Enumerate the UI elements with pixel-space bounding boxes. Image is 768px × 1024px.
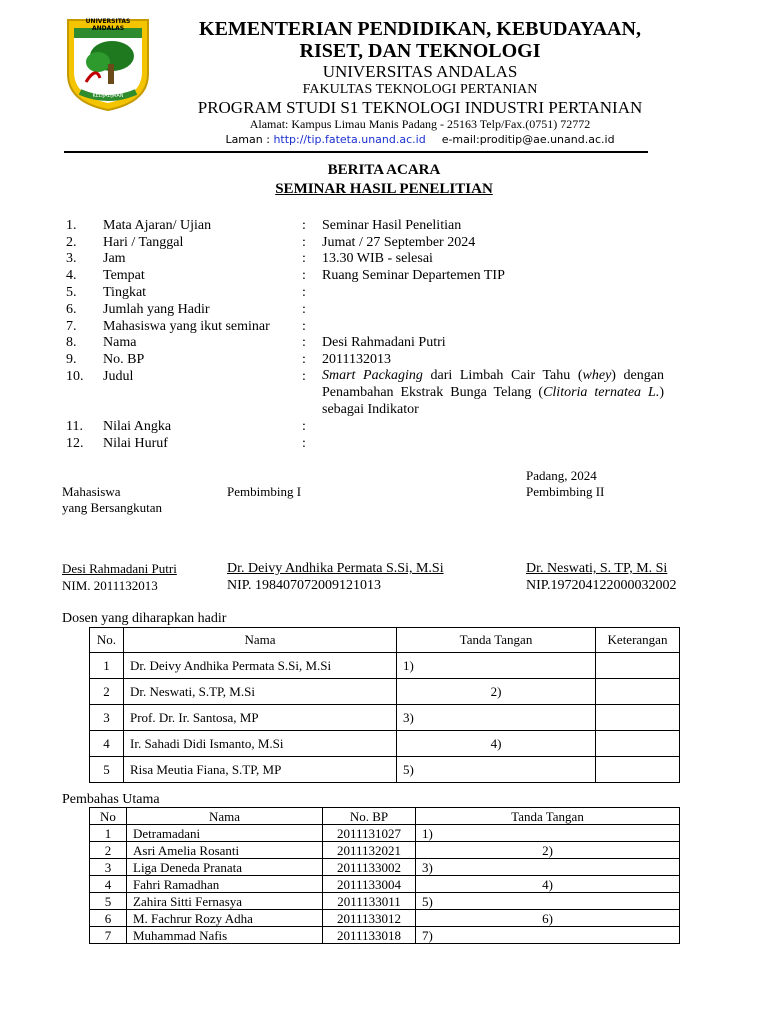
header-line1: KEMENTERIAN PENDIDIKAN, KEBUDAYAAN, — [199, 18, 641, 40]
header-faculty: FAKULTAS TEKNOLOGI PERTANIAN — [302, 82, 538, 97]
info-value: Jumat / 27 September 2024 — [322, 235, 476, 250]
pembahas-caption: Pembahas Utama — [62, 792, 160, 807]
row-no: 7 — [90, 927, 127, 944]
signature-cell[interactable]: 3) — [416, 859, 680, 876]
logo-text-bottom: KEDJADJAAN — [92, 93, 124, 99]
header-divider — [64, 151, 648, 153]
table-row — [90, 842, 680, 859]
signature-cell[interactable]: 7) — [416, 927, 680, 944]
row-no: 4 — [90, 731, 124, 757]
row-no: 5 — [90, 893, 127, 910]
pembahas-table — [89, 807, 680, 944]
col-bp: No. BP — [323, 808, 416, 825]
info-number: 8. — [66, 335, 77, 350]
info-row — [66, 334, 686, 351]
header-address: Alamat: Kampus Limau Manis Padang - 25163 Telp/Fax.(0751) 72772 — [249, 117, 591, 131]
row-bp: 2011133002 — [323, 859, 416, 876]
keterangan-cell[interactable] — [596, 731, 680, 757]
info-label: Jumlah yang Hadir — [103, 302, 210, 317]
info-label: Nilai Huruf — [103, 436, 168, 451]
row-no: 2 — [90, 679, 124, 705]
info-row — [66, 301, 686, 318]
signature-cell[interactable]: 2) — [416, 842, 680, 859]
dosen-table — [89, 627, 680, 783]
judul-value: Smart Packaging dari Limbah Cair Tahu (whey) dengan Penambahan Ekstrak Bunga Telang (Clitoria ternatea L.) sebagai Indikator — [322, 368, 664, 417]
info-colon: : — [302, 268, 306, 283]
advisor1-role: Pembimbing I — [227, 484, 302, 499]
signature-cell[interactable]: 4) — [416, 876, 680, 893]
signature-cell[interactable]: 3) — [397, 705, 596, 731]
row-name: Dr. Deivy Andhika Permata S.Si, M.Si — [124, 653, 397, 679]
info-colon: : — [302, 419, 306, 434]
row-no: 5 — [90, 757, 124, 783]
doc-subtitle: SEMINAR HASIL PENELITIAN — [275, 181, 493, 197]
signature-cell[interactable]: 1) — [397, 653, 596, 679]
row-name: Liga Deneda Pranata — [127, 859, 323, 876]
keterangan-cell[interactable] — [596, 679, 680, 705]
row-name: Zahira Sitti Fernasya — [127, 893, 323, 910]
info-value: 2011132013 — [322, 352, 391, 367]
header-program: PROGRAM STUDI S1 TEKNOLOGI INDUSTRI PERTANIAN — [197, 98, 643, 117]
info-colon: : — [302, 251, 306, 266]
signature-cell[interactable]: 2) — [397, 679, 596, 705]
doc-title: BERITA ACARA — [327, 162, 441, 178]
student-role: Mahasiswa — [62, 484, 121, 499]
web-label: Laman : — [225, 133, 274, 146]
advisor1-nip: NIP. 198407072009121013 — [227, 578, 382, 593]
advisor2-name: Dr. Neswati, S. TP, M. Si — [526, 561, 668, 576]
header-line2: RISET, DAN TEKNOLOGI — [299, 40, 541, 62]
row-bp: 2011133012 — [323, 910, 416, 927]
signature-cell[interactable]: 6) — [416, 910, 680, 927]
keterangan-cell[interactable] — [596, 653, 680, 679]
email-text: e-mail:proditip@ae.unand.ac.id — [441, 133, 615, 146]
info-label: Nilai Angka — [103, 419, 172, 434]
info-number: 7. — [66, 319, 77, 334]
university-logo — [62, 14, 154, 112]
row-name: Risa Meutia Fiana, S.TP, MP — [124, 757, 397, 783]
row-bp: 2011133011 — [323, 893, 416, 910]
info-label: Mahasiswa yang ikut seminar — [103, 319, 270, 334]
info-number: 1. — [66, 218, 77, 233]
info-colon: : — [302, 319, 306, 334]
info-colon: : — [302, 335, 306, 350]
row-no: 3 — [90, 859, 127, 876]
row-name: Prof. Dr. Ir. Santosa, MP — [124, 705, 397, 731]
logo-text-top: UNIVERSITAS ANDALAS — [85, 18, 131, 32]
row-name: Dr. Neswati, S.TP, M.Si — [124, 679, 397, 705]
info-label: Nama — [103, 335, 137, 350]
col-nama: Nama — [124, 628, 397, 653]
info-colon: : — [302, 285, 306, 300]
info-label: Tempat — [103, 268, 145, 283]
info-number: 2. — [66, 235, 77, 250]
info-number: 12. — [66, 436, 84, 451]
table-row — [90, 893, 680, 910]
keterangan-cell[interactable] — [596, 757, 680, 783]
student-nim: NIM. 2011132013 — [62, 578, 158, 593]
info-colon: : — [302, 235, 306, 250]
col-tanda-tangan: Tanda Tangan — [397, 628, 596, 653]
info-number: 6. — [66, 302, 77, 317]
place-date: Padang, 2024 — [526, 468, 597, 483]
advisor2-role: Pembimbing II — [526, 484, 605, 499]
info-colon: : — [302, 352, 306, 367]
advisor2-nip: NIP.197204122000032002 — [526, 578, 677, 593]
signature-cell[interactable]: 4) — [397, 731, 596, 757]
info-row — [66, 418, 686, 435]
info-row — [66, 250, 686, 267]
row-bp: 2011131027 — [323, 825, 416, 842]
row-no: 4 — [90, 876, 127, 893]
row-name: Muhammad Nafis — [127, 927, 323, 944]
info-label: Hari / Tanggal — [103, 235, 184, 250]
info-number: 5. — [66, 285, 77, 300]
advisor1-name: Dr. Deivy Andhika Permata S.Si, M.Si — [227, 561, 444, 576]
header-contact — [160, 133, 680, 146]
info-number: 3. — [66, 251, 77, 266]
info-row — [66, 284, 686, 301]
row-name: Fahri Ramadhan — [127, 876, 323, 893]
table-row — [90, 825, 680, 842]
info-colon: : — [302, 218, 306, 233]
web-link[interactable]: http://tip.fateta.unand.ac.id — [273, 133, 426, 146]
info-number: 10. — [66, 369, 84, 384]
info-label: Tingkat — [103, 285, 147, 300]
table-row — [90, 910, 680, 927]
dosen-caption: Dosen yang diharapkan hadir — [62, 611, 227, 626]
info-colon: : — [302, 436, 306, 451]
info-number: 11. — [66, 419, 83, 434]
row-bp: 2011133004 — [323, 876, 416, 893]
row-no: 1 — [90, 825, 127, 842]
student-name: Desi Rahmadani Putri — [62, 561, 177, 576]
row-name: Ir. Sahadi Didi Ismanto, M.Si — [124, 731, 397, 757]
info-label: No. BP — [103, 352, 145, 367]
row-no: 6 — [90, 910, 127, 927]
row-no: 2 — [90, 842, 127, 859]
info-row — [66, 267, 686, 284]
info-row — [66, 318, 686, 335]
col-tanda-tangan: Tanda Tangan — [416, 808, 680, 825]
info-value: 13.30 WIB - selesai — [322, 251, 433, 266]
table-row — [90, 859, 680, 876]
table-row — [90, 731, 680, 757]
signature-cell[interactable]: 5) — [397, 757, 596, 783]
table-row — [90, 653, 680, 679]
info-colon: : — [302, 302, 306, 317]
info-number: 4. — [66, 268, 77, 283]
student-role-2: yang Bersangkutan — [62, 500, 163, 515]
header-university: UNIVERSITAS ANDALAS — [322, 62, 518, 81]
info-row — [66, 351, 686, 368]
info-row — [66, 435, 686, 452]
col-no: No — [90, 808, 127, 825]
info-row — [66, 234, 686, 251]
info-label: Jam — [103, 251, 126, 266]
row-name: M. Fachrur Rozy Adha — [127, 910, 323, 927]
row-no: 3 — [90, 705, 124, 731]
info-value: Desi Rahmadani Putri — [322, 335, 446, 350]
info-value: Ruang Seminar Departemen TIP — [322, 268, 505, 283]
row-no: 1 — [90, 653, 124, 679]
row-name: Asri Amelia Rosanti — [127, 842, 323, 859]
signature-cell[interactable]: 5) — [416, 893, 680, 910]
info-value: Seminar Hasil Penelitian — [322, 218, 462, 233]
col-keterangan: Keterangan — [596, 628, 680, 653]
info-label: Mata Ajaran/ Ujian — [103, 218, 212, 233]
row-name: Detramadani — [127, 825, 323, 842]
table-row — [90, 757, 680, 783]
info-number: 9. — [66, 352, 77, 367]
keterangan-cell[interactable] — [596, 705, 680, 731]
table-row — [90, 876, 680, 893]
table-row — [90, 705, 680, 731]
row-bp: 2011133018 — [323, 927, 416, 944]
info-row — [66, 217, 686, 234]
table-row — [90, 679, 680, 705]
row-bp: 2011132021 — [323, 842, 416, 859]
info-label: Judul — [103, 369, 134, 384]
col-nama: Nama — [127, 808, 323, 825]
info-colon: : — [302, 369, 306, 384]
table-row — [90, 927, 680, 944]
col-no: No. — [90, 628, 124, 653]
signature-cell[interactable]: 1) — [416, 825, 680, 842]
